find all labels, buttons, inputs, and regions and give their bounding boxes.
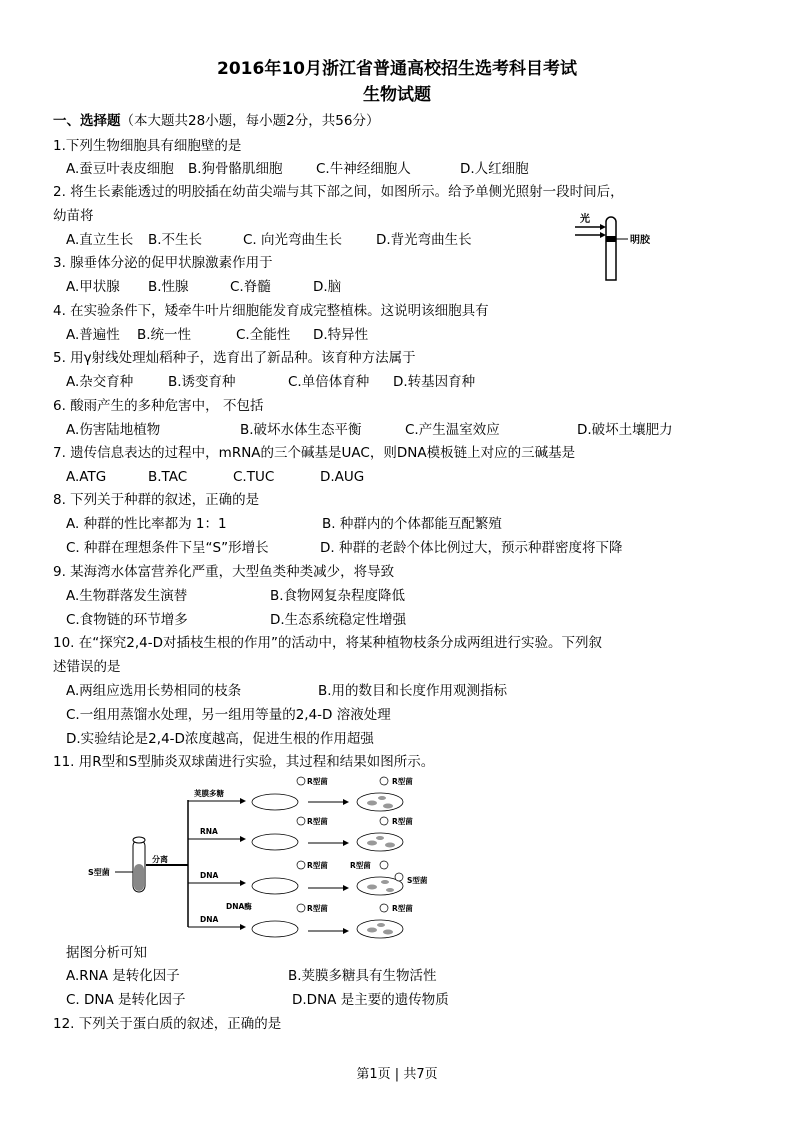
q8-stem: 8. 下列关于种群的叙述，正确的是 xyxy=(53,492,260,508)
option: D.转基因育种 xyxy=(393,374,476,390)
gel-label: 明胶 xyxy=(630,235,650,246)
s-bacteria-label: S型菌 xyxy=(88,868,110,877)
option: D.DNA 是主要的遗传物质 xyxy=(292,992,449,1008)
option: B. 种群内的个体都能互配繁殖 xyxy=(322,516,502,532)
r-bacteria-label: R型菌 xyxy=(307,777,328,786)
q4-stem: 4. 在实验条件下，矮牵牛叶片细胞能发育成完整植株。这说明该细胞具有 xyxy=(53,303,489,319)
option: C.脊髓 xyxy=(230,279,271,295)
exam-title: 2016年10月浙江省普通高校招生选考科目考试 xyxy=(217,59,577,79)
option: D.生态系统稳定性增强 xyxy=(270,612,407,628)
branch-2 xyxy=(188,827,245,839)
option: A.杂交育种 xyxy=(66,374,134,390)
option: A. 种群的性比率都为 1：1 xyxy=(66,516,227,532)
option: D.实验结论是2,4-D浓度越高，促进生根的作用超强 xyxy=(66,731,374,747)
light-label: 光 xyxy=(580,214,590,225)
branch-label: DNA xyxy=(200,915,219,924)
exam-subtitle: 生物试题 xyxy=(363,85,431,105)
r-bacteria-label: R型菌 xyxy=(392,904,413,913)
q6-stem: 6. 酸雨产生的多种危害中， 不包括 xyxy=(53,398,264,414)
separate-label: 分离 xyxy=(152,855,168,864)
option: A.普遍性 xyxy=(66,327,120,343)
option: C.牛神经细胞人 xyxy=(316,161,411,177)
r-bacteria-label: R型菌 xyxy=(392,817,413,826)
option: A.生物群落发生演替 xyxy=(66,588,188,604)
branch-1 xyxy=(188,788,245,801)
option: D.背光弯曲生长 xyxy=(376,232,472,248)
q9-stem: 9. 某海湾水体富营养化严重，大型鱼类种类减少，将导致 xyxy=(53,564,395,580)
q11-stem: 11. 用R型和S型肺炎双球菌进行实验，其过程和结果如图所示。 xyxy=(53,754,435,770)
section-name: 一、选择题 xyxy=(53,113,121,129)
option: C.食物链的环节增多 xyxy=(66,612,188,628)
branch-4 xyxy=(188,915,245,927)
option: D. 种群的老龄个体比例过大，预示种群密度将下降 xyxy=(320,540,623,556)
option: B.食物网复杂程度降低 xyxy=(270,588,406,604)
option: A.伤害陆地植物 xyxy=(66,422,161,438)
option: C.全能性 xyxy=(236,327,291,343)
option: C. 种群在理想条件下呈“S”形增长 xyxy=(66,540,269,556)
option: B.性腺 xyxy=(148,279,189,295)
option: C. DNA 是转化因子 xyxy=(66,992,186,1008)
r-bacteria-label: R型菌 xyxy=(307,861,328,870)
option: B.统一性 xyxy=(137,327,192,343)
q2-stem-cont: 幼苗将 xyxy=(53,208,94,224)
q10-stem-cont: 述错误的是 xyxy=(53,659,121,675)
option: C. 向光弯曲生长 xyxy=(243,232,343,248)
s-bacteria-result-label: S型菌 xyxy=(407,876,428,885)
q11-lead: 据图分析可知 xyxy=(66,945,147,961)
branch-label: RNA xyxy=(200,827,218,836)
option: B.狗骨骼肌细胞 xyxy=(188,161,283,177)
seedling-figure xyxy=(570,210,670,285)
dnase-label: DNA酶 xyxy=(226,902,252,911)
option: B.TAC xyxy=(148,469,188,485)
q1-stem: 1.下列生物细胞具有细胞壁的是 xyxy=(53,138,242,154)
option: A.甲状腺 xyxy=(66,279,120,295)
q3-stem: 3. 腺垂体分泌的促甲状腺激素作用于 xyxy=(53,255,273,271)
option: D.特异性 xyxy=(313,327,369,343)
branch-label: DNA xyxy=(200,871,219,880)
q7-stem: 7. 遗传信息表达的过程中，mRNA的三个碱基是UAC，则DNA模板链上对应的三碱基是 xyxy=(53,445,576,461)
option: A.蚕豆叶表皮细胞 xyxy=(66,161,174,177)
option: C.单倍体育种 xyxy=(288,374,370,390)
r-bacteria-label: R型菌 xyxy=(307,904,328,913)
option: A.两组应选用长势相同的枝条 xyxy=(66,683,242,699)
option: A.RNA 是转化因子 xyxy=(66,968,180,984)
section-note: （本大题共28小题，每小题2分，共56分） xyxy=(120,113,380,129)
transformation-experiment-figure xyxy=(60,772,460,942)
q2-stem: 2. 将生长素能透过的明胶插在幼苗尖端与其下部之间，如图所示。给予单侧光照射一段时间后， xyxy=(53,184,624,200)
option: B.诱变育种 xyxy=(168,374,236,390)
option: B.荚膜多糖具有生物活性 xyxy=(288,968,437,984)
option: A.直立生长 xyxy=(66,232,134,248)
q5-stem: 5. 用γ射线处理灿稻种子，选育出了新品种。该育种方法属于 xyxy=(53,350,416,366)
option: D.破坏土壤肥力 xyxy=(577,422,673,438)
option: C.产生温室效应 xyxy=(405,422,500,438)
option: B.不生长 xyxy=(148,232,203,248)
option: D.人红细胞 xyxy=(460,161,529,177)
option: B.破坏水体生态平衡 xyxy=(240,422,362,438)
r-bacteria-label: R型菌 xyxy=(307,817,328,826)
q12-stem: 12. 下列关于蛋白质的叙述，正确的是 xyxy=(53,1016,282,1032)
page-footer: 第1页 | 共7页 xyxy=(356,1067,438,1082)
option: D.AUG xyxy=(320,469,365,485)
q10-stem: 10. 在“探究2,4-D对插枝生根的作用”的活动中，将某种植物枝条分成两组进行实验。下列叙 xyxy=(53,635,602,651)
option: B.用的数目和长度作用观测指标 xyxy=(318,683,508,699)
branch-label: 荚膜多糖 xyxy=(194,789,224,798)
branch-3 xyxy=(188,871,245,883)
option: C.一组用蒸馏水处理，另一组用等量的2,4-D 溶液处理 xyxy=(66,707,391,723)
option: D.脑 xyxy=(313,279,342,295)
option: A.ATG xyxy=(66,469,107,485)
r-bacteria-label: R型菌 xyxy=(350,861,371,870)
r-bacteria-label: R型菌 xyxy=(392,777,413,786)
section-heading xyxy=(53,112,379,130)
option: C.TUC xyxy=(233,469,275,485)
